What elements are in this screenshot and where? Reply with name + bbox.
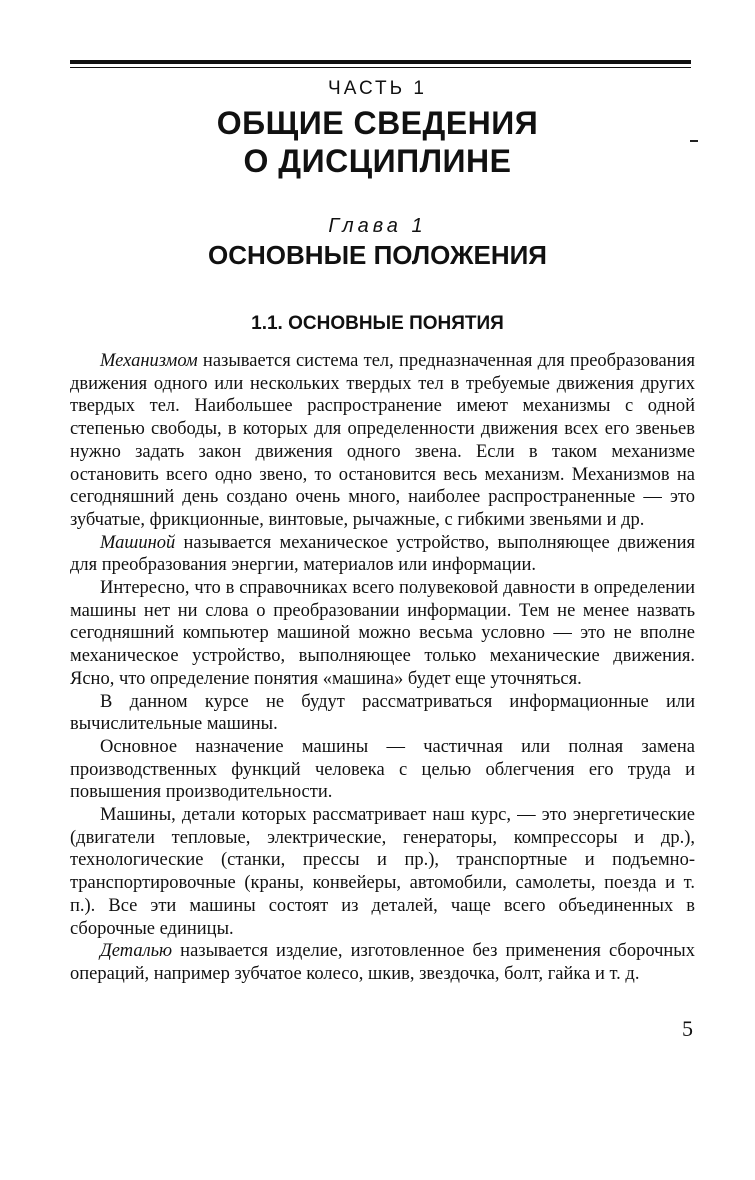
paragraph [70,736,695,804]
defined-term: Машиной [100,532,176,553]
top-rule-thick [70,60,691,64]
paragraph [70,940,695,985]
defined-term: Механизмом [100,351,198,371]
defined-term: Деталью [100,941,173,962]
body-text [70,350,695,986]
chapter-label: Глава 1 [328,215,427,237]
paragraph [70,532,695,577]
paragraph [70,350,695,532]
part-label: ЧАСТЬ 1 [328,78,427,99]
section-title: 1.1. ОСНОВНЫЕ ПОНЯТИЯ [251,313,504,334]
chapter-title: ОСНОВНЫЕ ПОЛОЖЕНИЯ [208,240,547,270]
part-title-line-1: ОБЩИЕ СВЕДЕНИЯ [216,105,539,141]
part-title-line-2: О ДИСЦИПЛИНЕ [243,143,512,179]
paragraph-text: называется механическое устройство, выполняющее движения для преобразования энергии, материалов или информации. [70,532,695,576]
top-rule-thin [70,67,691,68]
paragraph [70,577,695,691]
part-title [0,104,755,180]
paragraph-text: называется система тел, предназначенная для преобразования движения одного или нескольких твердых тел в требуемые движения других твердых тел. Наибольшее распространение имеют механизмы с одной степенью свободы, в которых для определенности движения всех его звеньев нужно задать закон движения одного звена. Если в таком механизме остановить всего одно звено, то остановится весь механизм. Механизмов на сегодняшний день создано очень много, наиболее распространенные — это зубчатые, фрикционные, винтовые, рычажные, с гибкими звеньями и др. [70,351,695,530]
paragraph [70,691,695,736]
paragraph-text: Интересно, что в справочниках всего полувековой давности в определении машины нет ни слова о преобразовании информации. Тем не менее назвать сегодняшний компьютер машиной можно весьма условно — это не вполне механическое устройство, выполняющее только механические движения. Ясно, что определение понятия «машина» будет еще уточняться. [70,578,695,689]
paragraph-text: В данном курсе не будут рассматриваться информационные или вычислительные машины. [70,691,695,735]
paragraph-text: называется изделие, изготовленное без применения сборочных операций, например зубчатое колесо, шкив, звездочка, болт, гайка и т. д. [70,941,695,984]
paragraph [70,804,695,940]
paragraph-text: Основное назначение машины — частичная или полная замена производственных функций человека с целью облегчения его труда и повышения производительности. [70,736,695,803]
page-number: 5 [682,1016,693,1041]
paragraph-text: Машины, детали которых рассматривает наш курс, — это энергетические (двигатели тепловые, электрические, генераторы, компрессоры и др.), технологические (станки, прессы и пр.), транспортные и подъемно-транспортировочные (краны, конвейеры, автомобили, самолеты, поезда и т. п.). Все эти машины состоят из деталей, чаще всего объединенных в сборочные единицы. [70,805,695,939]
